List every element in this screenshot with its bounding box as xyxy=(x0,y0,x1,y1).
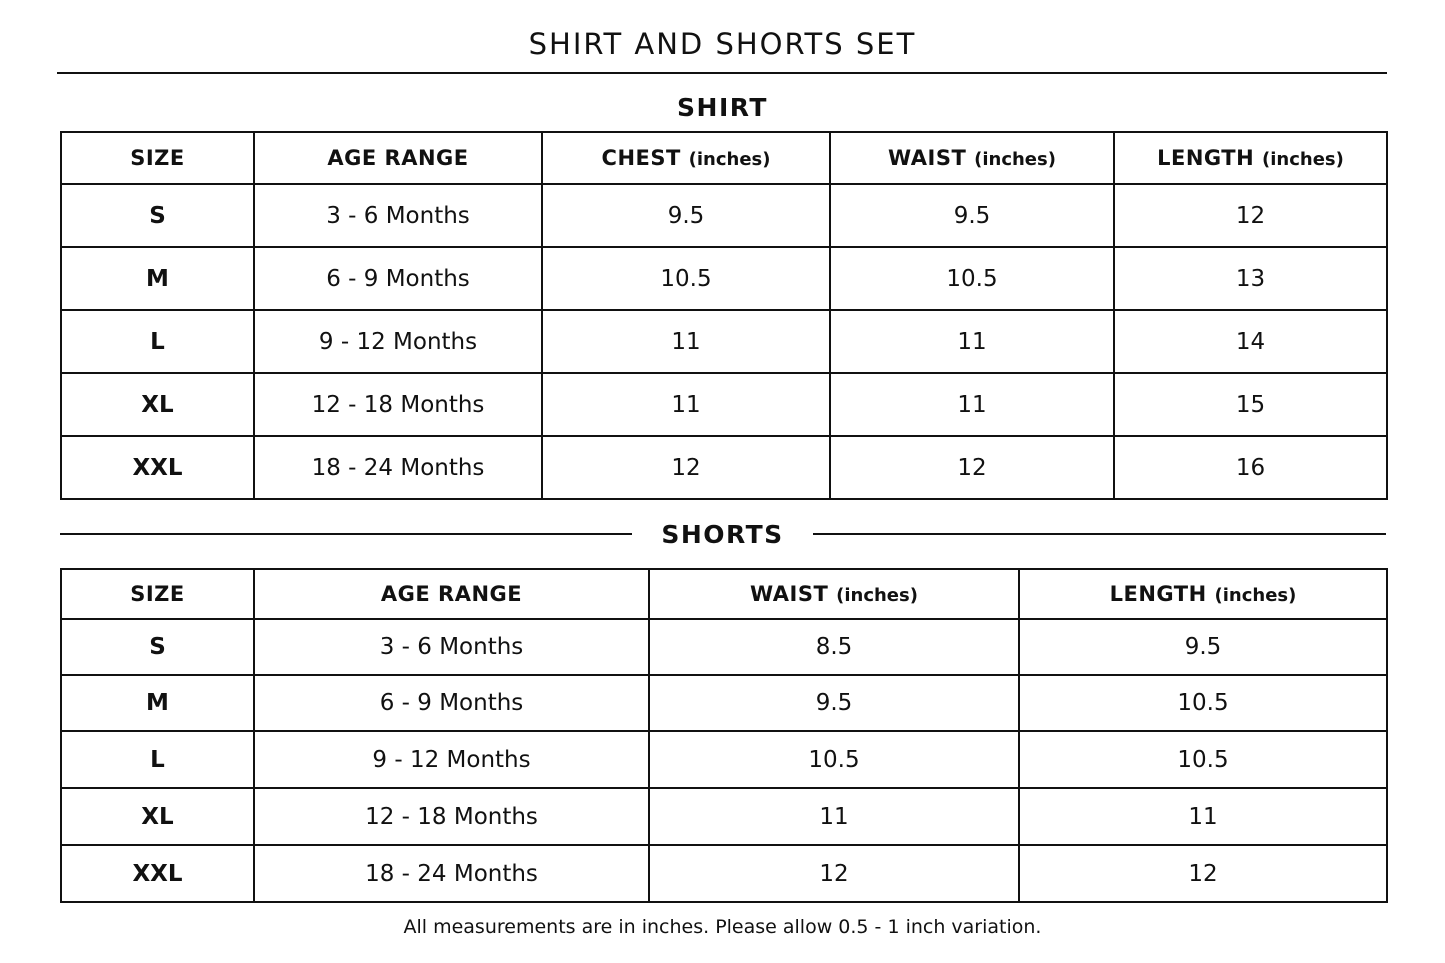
table-row xyxy=(61,731,1387,788)
table-row xyxy=(61,675,1387,731)
table-row xyxy=(61,184,1387,247)
length-cell: 14 xyxy=(1114,310,1387,373)
waist-cell: 9.5 xyxy=(649,675,1019,731)
age-range-cell: 12 - 18 Months xyxy=(254,788,649,845)
size-cell: S xyxy=(61,184,254,247)
size-cell: XXL xyxy=(61,436,254,499)
length-cell: 10.5 xyxy=(1019,675,1387,731)
waist-cell: 10.5 xyxy=(830,247,1114,310)
column-header-waist: WAIST (inches) xyxy=(830,132,1114,184)
page-title: SHIRT AND SHORTS SET xyxy=(528,27,917,61)
length-cell: 12 xyxy=(1019,845,1387,902)
length-cell: 9.5 xyxy=(1019,619,1387,675)
chest-cell: 12 xyxy=(542,436,830,499)
table-row xyxy=(61,845,1387,902)
age-range-cell: 18 - 24 Months xyxy=(254,845,649,902)
chest-cell: 11 xyxy=(542,373,830,436)
shorts-size-table xyxy=(60,568,1388,903)
length-cell: 11 xyxy=(1019,788,1387,845)
shirt-section-heading: SHIRT xyxy=(677,93,768,122)
chest-cell: 9.5 xyxy=(542,184,830,247)
measurement-footnote: All measurements are in inches. Please allow 0.5 - 1 inch variation. xyxy=(403,916,1042,938)
column-header-length: LENGTH (inches) xyxy=(1019,569,1387,619)
age-range-cell: 18 - 24 Months xyxy=(254,436,542,499)
age-range-cell: 9 - 12 Months xyxy=(254,731,649,788)
size-cell: XL xyxy=(61,788,254,845)
size-cell: XL xyxy=(61,373,254,436)
waist-cell: 10.5 xyxy=(649,731,1019,788)
shorts-section-heading: SHORTS xyxy=(661,520,784,549)
age-range-cell: 9 - 12 Months xyxy=(254,310,542,373)
chest-cell: 11 xyxy=(542,310,830,373)
chest-cell: 10.5 xyxy=(542,247,830,310)
size-cell: S xyxy=(61,619,254,675)
table-row xyxy=(61,247,1387,310)
waist-cell: 8.5 xyxy=(649,619,1019,675)
waist-cell: 11 xyxy=(830,310,1114,373)
column-header-age-range: AGE RANGE xyxy=(254,132,542,184)
waist-cell: 12 xyxy=(649,845,1019,902)
column-header-chest: CHEST (inches) xyxy=(542,132,830,184)
column-header-size: SIZE xyxy=(61,569,254,619)
age-range-cell: 3 - 6 Months xyxy=(254,184,542,247)
size-cell: L xyxy=(61,731,254,788)
table-row xyxy=(61,373,1387,436)
size-cell: M xyxy=(61,675,254,731)
waist-cell: 12 xyxy=(830,436,1114,499)
length-cell: 10.5 xyxy=(1019,731,1387,788)
table-row xyxy=(61,788,1387,845)
length-cell: 16 xyxy=(1114,436,1387,499)
shirt-size-table xyxy=(60,131,1388,500)
size-cell: M xyxy=(61,247,254,310)
shorts-divider-right xyxy=(813,533,1386,535)
table-header-row xyxy=(61,132,1387,184)
column-header-age-range: AGE RANGE xyxy=(254,569,649,619)
age-range-cell: 6 - 9 Months xyxy=(254,247,542,310)
length-cell: 13 xyxy=(1114,247,1387,310)
column-header-waist: WAIST (inches) xyxy=(649,569,1019,619)
size-cell: L xyxy=(61,310,254,373)
table-row xyxy=(61,436,1387,499)
length-cell: 12 xyxy=(1114,184,1387,247)
size-cell: XXL xyxy=(61,845,254,902)
table-row xyxy=(61,310,1387,373)
table-header-row xyxy=(61,569,1387,619)
waist-cell: 11 xyxy=(830,373,1114,436)
age-range-cell: 3 - 6 Months xyxy=(254,619,649,675)
waist-cell: 9.5 xyxy=(830,184,1114,247)
column-header-size: SIZE xyxy=(61,132,254,184)
length-cell: 15 xyxy=(1114,373,1387,436)
column-header-length: LENGTH (inches) xyxy=(1114,132,1387,184)
age-range-cell: 12 - 18 Months xyxy=(254,373,542,436)
title-divider xyxy=(57,72,1387,74)
waist-cell: 11 xyxy=(649,788,1019,845)
table-row xyxy=(61,619,1387,675)
age-range-cell: 6 - 9 Months xyxy=(254,675,649,731)
